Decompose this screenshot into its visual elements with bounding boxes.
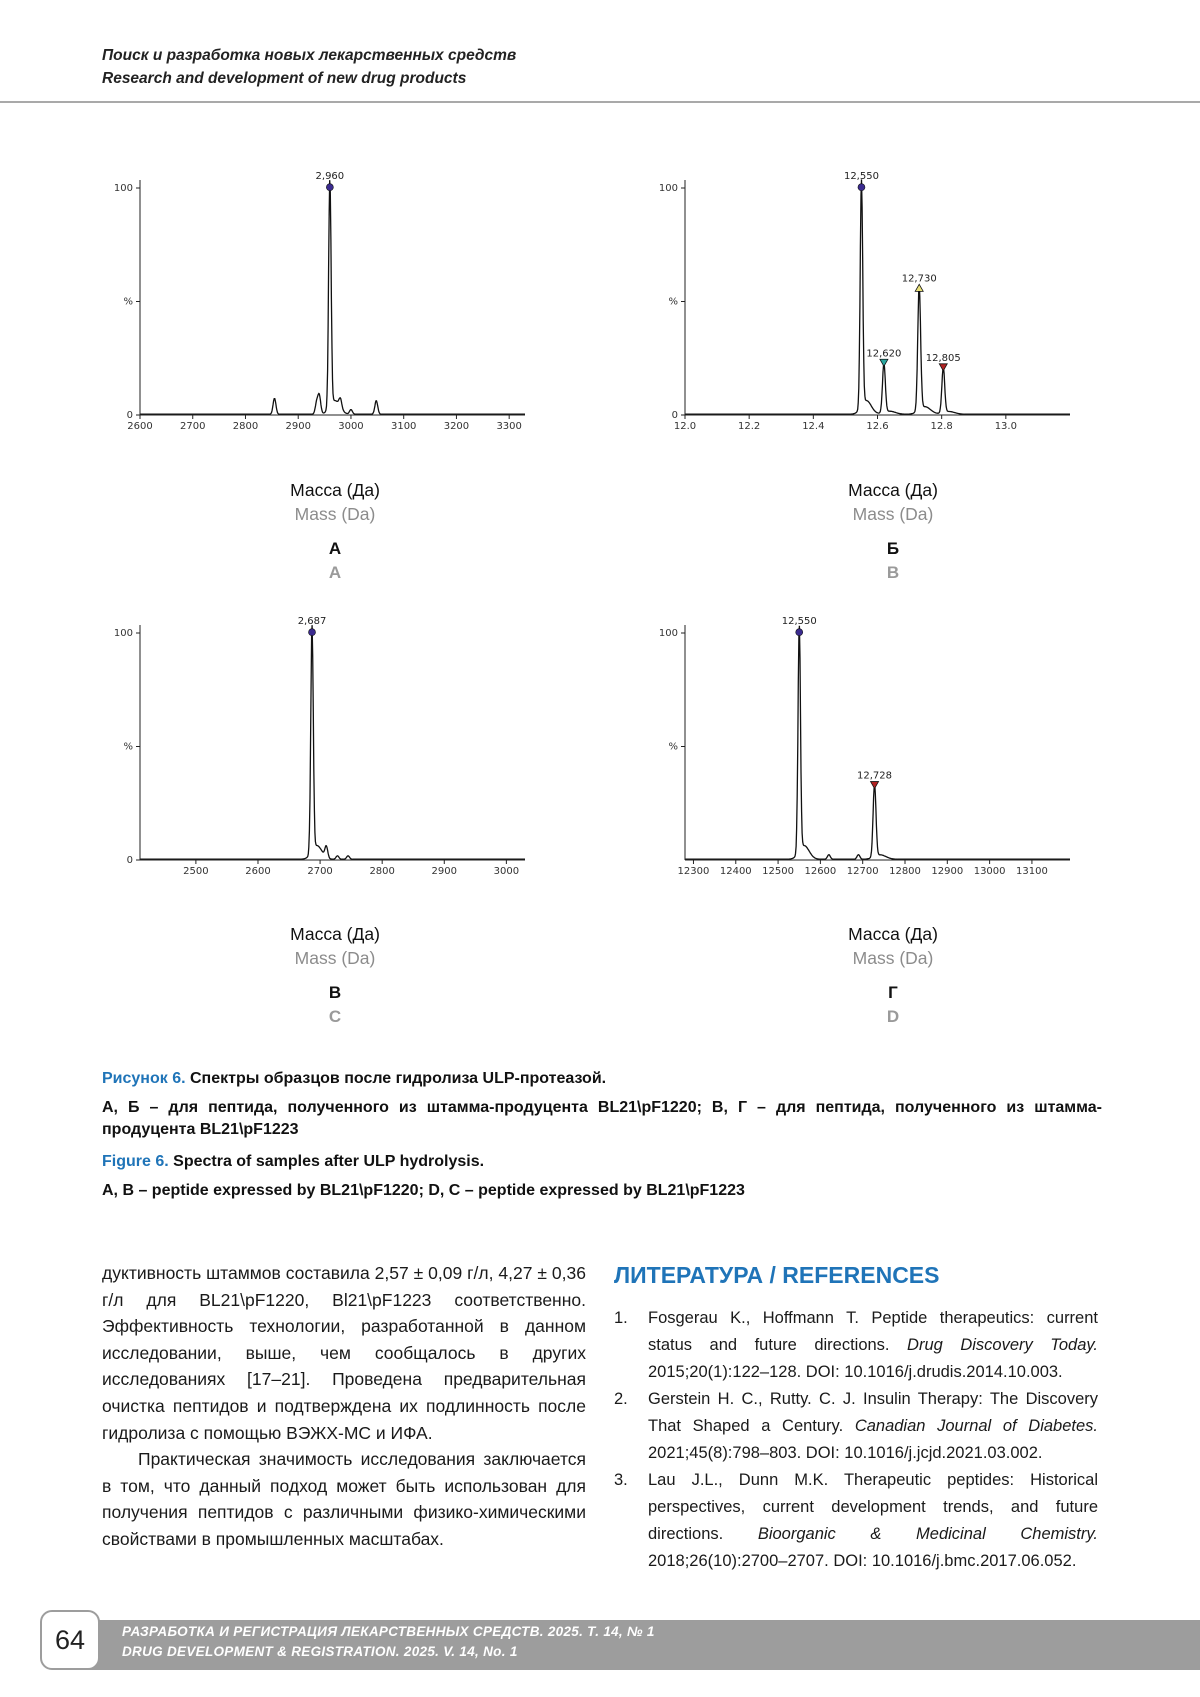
- x-tick-label: 2700: [180, 421, 206, 432]
- x-tick-label: 12600: [804, 866, 837, 877]
- references-heading: ЛИТЕРАТУРА / REFERENCES: [614, 1262, 940, 1288]
- body-paragraph-2: Практическая значимость исследования заключается в том, что данный подход может быть использован для получения пептидов с различными физико-химическими свойствами в промышленных масштабах.: [102, 1449, 586, 1549]
- reference-journal: Canadian Journal of Diabetes.: [854, 1417, 1098, 1435]
- x-tick-label: 12700: [846, 866, 879, 877]
- reference-text: Gerstein H. C., Rutty. C. J. Insulin Therapy: The Discovery That Shaped a Century.: [648, 1390, 1098, 1435]
- panel-a-letter-en: A: [328, 563, 342, 582]
- panel-b-letter: [683, 537, 1103, 585]
- figure-title-en: Spectra of samples after ULP hydrolysis.: [173, 1153, 485, 1170]
- figure-caption-title-ru: [102, 1068, 1102, 1090]
- peak-marker: [326, 184, 333, 191]
- x-tick-label: 12500: [762, 866, 794, 877]
- x-tick-label: 12800: [889, 866, 921, 877]
- panel-a-letter-ru: А: [328, 539, 342, 558]
- spectrum-trace: [685, 626, 1070, 859]
- spectrum-trace: [140, 625, 525, 859]
- x-tick-label: 2800: [232, 421, 259, 432]
- peak-marker: [939, 364, 947, 371]
- panel-b-xlabel-ru: Масса (Да): [848, 480, 938, 500]
- running-header-ru: Поиск и разработка новых лекарственных средств: [102, 47, 517, 64]
- y-tick-label: 0: [126, 855, 133, 866]
- body-text-column: [102, 1260, 586, 1553]
- peak-marker: [858, 184, 865, 191]
- x-tick-label: 12.4: [802, 421, 825, 432]
- peak-label: 12,728: [857, 770, 893, 782]
- y-tick-label: 100: [113, 628, 133, 639]
- y-tick-label: 0: [671, 410, 678, 421]
- peak-label: 12,550: [781, 616, 817, 628]
- y-tick-label: 100: [658, 183, 678, 194]
- spectrum-panel-a: [115, 170, 535, 470]
- figure-label-en: Figure 6.: [102, 1153, 169, 1170]
- header-divider: [0, 101, 1200, 103]
- y-tick-label: %: [668, 741, 678, 753]
- figure-caption-title-en: [102, 1151, 1102, 1173]
- x-tick-label: 12.2: [738, 421, 761, 432]
- panel-d-letter-ru: Г: [888, 983, 898, 1002]
- peak-label: 12,730: [901, 273, 937, 285]
- panel-b-xlabel-en: Mass (Da): [852, 504, 934, 524]
- figure-caption-desc-en: A, B – peptide expressed by BL21\pF1220; D, C – peptide expressed by BL21\pF1223: [102, 1182, 745, 1199]
- reference-item: [614, 1305, 1098, 1386]
- running-header: [102, 44, 516, 90]
- peak-label: 12,805: [925, 352, 961, 364]
- figure-title-ru: Спектры образцов после гидролиза ULP-протеазой.: [190, 1070, 607, 1087]
- body-paragraph-1: дуктивность штаммов составила 2,57 ± 0,09 г/л, 4,27 ± 0,36 г/л для BL21\pF1220, Bl21\pF1223 соответственно. Эффективность технологии, разработанной в данном исследовании, выше, чем сообщалось в других исследованиях [17–21]. Проведена предварительная очистка пептидов и подтверждена их подлинность после гидролиза с помощью ВЭЖХ-МС и ИФА.: [102, 1263, 586, 1443]
- panel-b-letter-en: B: [886, 563, 900, 582]
- x-tick-label: 2600: [127, 421, 153, 432]
- panel-d-letter: [683, 981, 1103, 1029]
- panel-c-letter-ru: В: [328, 983, 342, 1002]
- reference-number: 2.: [614, 1390, 628, 1408]
- x-tick-label: 12.6: [866, 421, 889, 432]
- footer-journal-info: [122, 1622, 655, 1662]
- spectrum-trace: [140, 180, 525, 414]
- x-tick-label: 2600: [245, 866, 271, 877]
- y-tick-label: 100: [658, 628, 678, 639]
- panel-c-letter-en: C: [328, 1007, 342, 1026]
- x-tick-label: 3200: [443, 421, 470, 432]
- x-tick-label: 2800: [369, 866, 395, 877]
- x-tick-label: 2900: [431, 866, 458, 877]
- peak-label: 12,550: [843, 171, 879, 183]
- spectrum-chart-a: [115, 170, 535, 470]
- peak-marker: [796, 629, 803, 636]
- x-tick-label: 2500: [183, 866, 209, 877]
- panel-d-letter-en: D: [886, 1007, 900, 1026]
- spectrum-panel-d: [660, 615, 1080, 915]
- x-tick-label: 12300: [677, 866, 710, 877]
- spectrum-panel-b: [660, 170, 1080, 470]
- peak-marker: [880, 359, 888, 366]
- panel-a-xlabel-en: Mass (Da): [294, 504, 376, 524]
- panel-b-letter-ru: Б: [886, 539, 900, 558]
- spectrum-chart-c: [115, 615, 535, 915]
- panel-a-letter: [125, 537, 545, 585]
- footer-journal-en: DRUG DEVELOPMENT & REGISTRATION. 2025. V. 14, No. 1: [122, 1644, 518, 1659]
- x-tick-label: 12900: [931, 866, 964, 877]
- reference-details: 2018;26(10):2700–2707. DOI: 10.1016/j.bmc.2017.06.052.: [648, 1552, 1077, 1570]
- panel-a-xlabel: [125, 478, 545, 526]
- panel-c-xlabel-en: Mass (Da): [294, 948, 376, 968]
- x-tick-label: 12400: [719, 866, 752, 877]
- spectrum-trace: [685, 179, 1070, 414]
- y-tick-label: %: [123, 296, 133, 308]
- reference-journal: Bioorganic & Medicinal Chemistry.: [757, 1525, 1098, 1543]
- figure-label-ru: Рисунок 6.: [102, 1070, 186, 1087]
- x-tick-label: 3100: [390, 421, 417, 432]
- x-tick-label: 12.0: [673, 421, 697, 432]
- spectrum-chart-b: [660, 170, 1080, 470]
- y-tick-label: %: [668, 296, 678, 308]
- references-list: [614, 1305, 1098, 1575]
- panel-b-xlabel: [683, 478, 1103, 526]
- panel-d-xlabel-ru: Масса (Да): [848, 924, 938, 944]
- x-tick-label: 2900: [285, 421, 311, 432]
- y-tick-label: 0: [126, 410, 133, 421]
- y-tick-label: %: [123, 741, 133, 753]
- spectrum-chart-d: [660, 615, 1080, 915]
- peak-label: 2,960: [315, 171, 345, 183]
- figure-caption-desc-ru: А, Б – для пептида, полученного из штамма-продуцента BL21\pF1220; В, Г – для пептида, полученного из штамма-продуцента BL21\pF1223: [102, 1099, 1102, 1138]
- peak-label: 12,620: [866, 348, 902, 360]
- peak-label: 2,687: [297, 616, 327, 628]
- x-tick-label: 12.8: [930, 421, 953, 432]
- x-tick-label: 13.0: [994, 421, 1017, 432]
- panel-c-letter: [125, 981, 545, 1029]
- x-tick-label: 3000: [338, 421, 364, 432]
- panel-a-xlabel-ru: Масса (Да): [290, 480, 380, 500]
- peak-marker: [915, 284, 923, 291]
- x-tick-label: 13100: [1016, 866, 1048, 877]
- reference-item: [614, 1386, 1098, 1467]
- reference-number: 3.: [614, 1471, 628, 1489]
- reference-item: [614, 1467, 1098, 1575]
- x-tick-label: 2700: [307, 866, 333, 877]
- page-number: 64: [40, 1610, 100, 1670]
- reference-details: 2015;20(1):122–128. DOI: 10.1016/j.drudis.2014.10.003.: [648, 1363, 1063, 1381]
- x-tick-label: 3000: [493, 866, 520, 877]
- reference-text: Fosgerau K., Hoffmann T. Peptide therapeutics: current status and future directions.: [648, 1309, 1098, 1354]
- peak-marker: [871, 782, 879, 789]
- y-tick-label: 100: [113, 183, 133, 194]
- panel-c-xlabel-ru: Масса (Да): [290, 924, 380, 944]
- x-tick-label: 13000: [973, 866, 1006, 877]
- reference-text: Lau J.L., Dunn M.K. Therapeutic peptides: Historical perspectives, current development trends, and future directions.: [648, 1471, 1098, 1543]
- reference-details: 2021;45(8):798–803. DOI: 10.1016/j.jcjd.2021.03.002.: [648, 1444, 1043, 1462]
- reference-journal: Drug Discovery Today.: [907, 1336, 1098, 1354]
- running-header-en: Research and development of new drug products: [102, 70, 467, 87]
- panel-c-xlabel: [125, 922, 545, 970]
- x-tick-label: 3300: [496, 421, 522, 432]
- panel-d-xlabel-en: Mass (Da): [852, 948, 934, 968]
- spectrum-panel-c: [115, 615, 535, 915]
- panel-d-xlabel: [683, 922, 1103, 970]
- footer-journal-ru: РАЗРАБОТКА И РЕГИСТРАЦИЯ ЛЕКАРСТВЕННЫХ СРЕДСТВ. 2025. Т. 14, № 1: [122, 1624, 655, 1639]
- reference-number: 1.: [614, 1309, 628, 1327]
- peak-marker: [309, 629, 316, 636]
